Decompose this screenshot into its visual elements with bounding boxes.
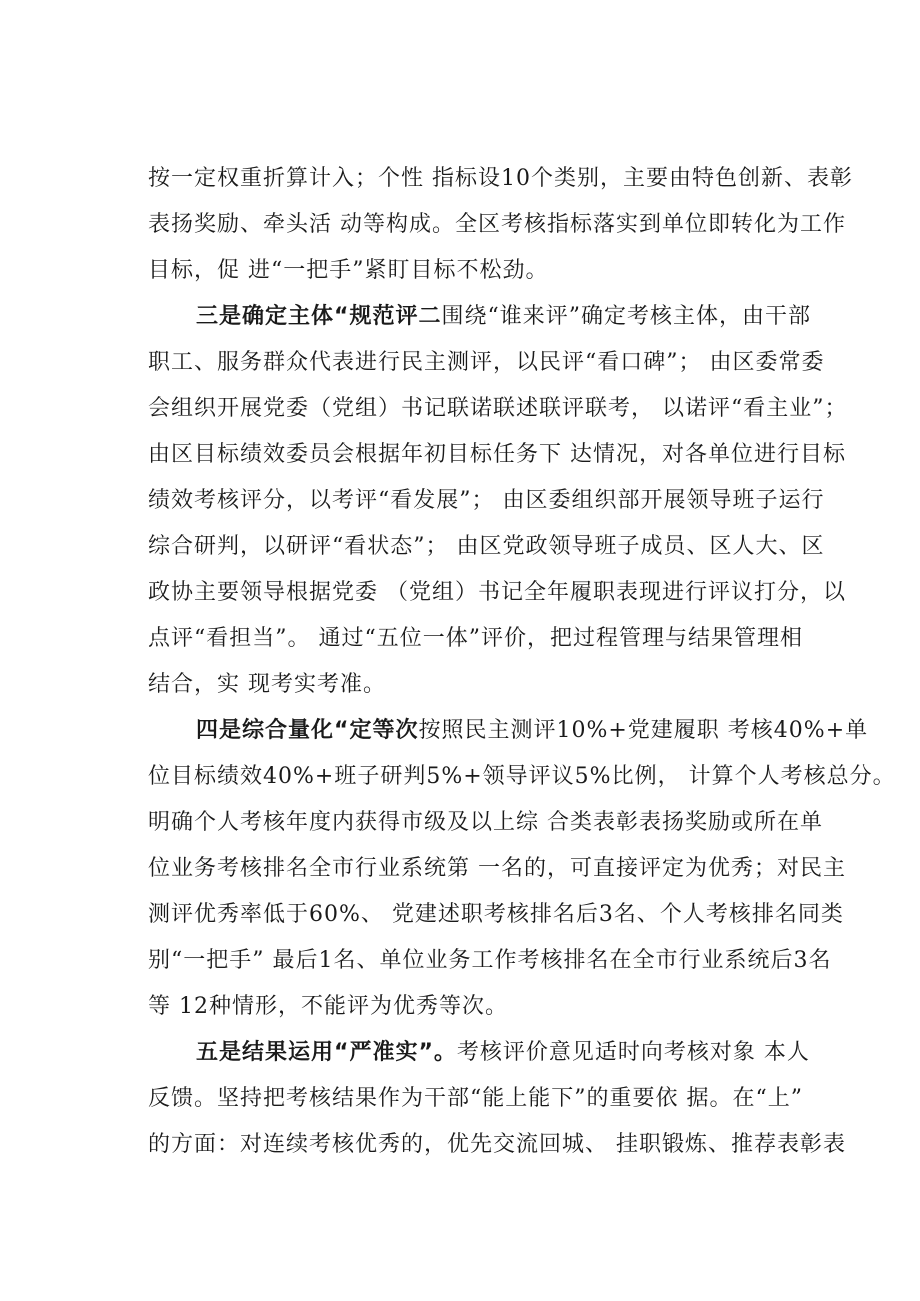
paragraph-line: 的方面：对连续考核优秀的，优先交流回城、 挂职锻炼、推荐表彰表 xyxy=(148,1132,846,1157)
paragraph-text: 按照民主测评10%+党建履职 考核40%+单 xyxy=(418,718,869,743)
paragraph-line: 职工、服务群众代表进行民主测评，以民评“看口碑”； 由区委常委 xyxy=(148,350,825,375)
paragraph-line: 别“一把手” 最后1名、单位业务工作考核排名在全市行业系统后3名 xyxy=(148,948,832,973)
paragraph-line: 政协主要领导根据党委 （党组）书记全年履职表现进行评议打分，以 xyxy=(148,580,846,605)
paragraph-lead-heading: 三是确定主体“规范评二 xyxy=(196,304,442,329)
paragraph-line: 绩效考核评分，以考评“看发展”； 由区委组织部开展领导班子运行 xyxy=(148,488,825,513)
paragraph-text: 考核评价意见适时向考核对象 本人 xyxy=(456,1040,810,1065)
paragraph-line: 表扬奖励、牵头活 动等构成。全区考核指标落实到单位即转化为工作 xyxy=(148,212,846,237)
paragraph-first-line xyxy=(196,303,811,331)
paragraph-first-line xyxy=(196,717,869,745)
paragraph-line: 由区目标绩效委员会根据年初目标任务下 达情况，对各单位进行目标 xyxy=(148,442,846,467)
paragraph-line: 等 12种情形，不能评为优秀等次。 xyxy=(148,994,508,1019)
paragraph-text: 围绕“谁来评”确定考核主体，由干部 xyxy=(441,304,811,329)
paragraph-line: 位目标绩效40%+班子研判5%+领导评议5%比例， 计算个人考核总分。 xyxy=(148,764,896,789)
paragraph-line: 会组织开展党委（党组）书记联诺联述联评联考， 以诺评“看主业”； xyxy=(148,396,848,421)
paragraph-line: 综合研判，以研评“看状态”； 由区党政领导班子成员、区人大、区 xyxy=(148,534,825,559)
paragraph-line: 位业务考核排名全市行业系统第 一名的，可直接评定为优秀；对民主 xyxy=(148,856,846,881)
paragraph-first-line xyxy=(196,1039,808,1067)
paragraph-line: 目标，促 进“一把手”紧盯目标不松劲。 xyxy=(148,258,549,283)
paragraph-line: 测评优秀率低于60%、 党建述职考核排名后3名、个人考核排名同类 xyxy=(148,902,844,927)
paragraph-lead-heading: 四是综合量化“定等次 xyxy=(196,718,419,743)
paragraph-line: 结合，实 现考实考准。 xyxy=(148,672,386,697)
paragraph-line: 明确个人考核年度内获得市级及以上综 合类表彰表扬奖励或所在单 xyxy=(148,810,823,835)
paragraph-lead-heading: 五是结果运用“严准实”。 xyxy=(196,1040,457,1065)
paragraph-line: 反馈。坚持把考核结果作为干部“能上能下”的重要依 据。在“上” xyxy=(148,1086,803,1111)
paragraph-line: 点评“看担当”。 通过“五位一体”评价，把过程管理与结果管理相 xyxy=(148,626,803,651)
paragraph-line: 按一定权重折算计入；个性 指标设10个类别，主要由特色创新、表彰 xyxy=(148,166,853,191)
